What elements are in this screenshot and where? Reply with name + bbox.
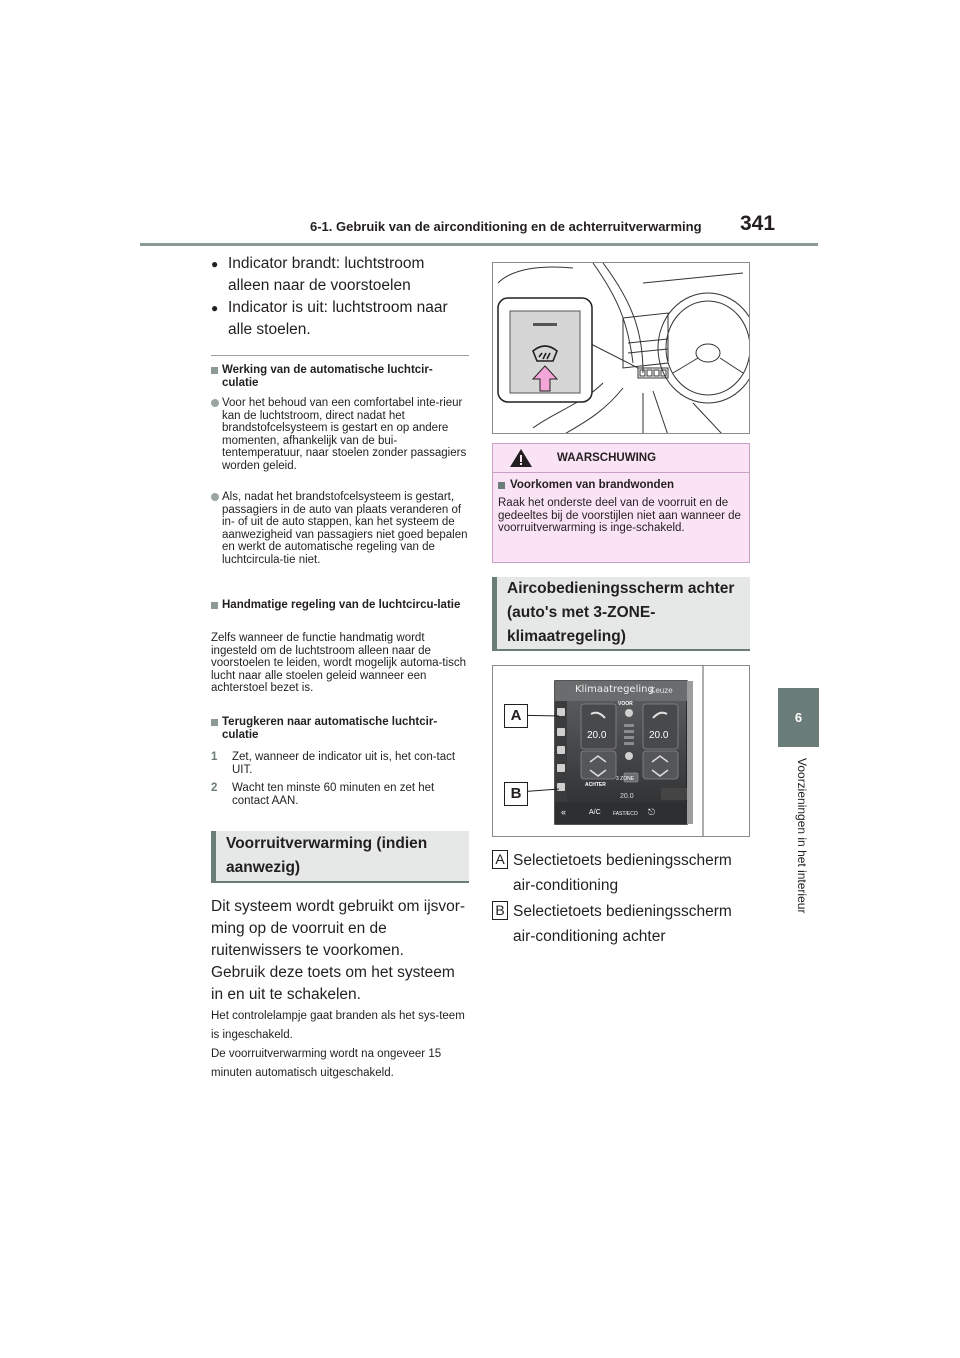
chapter-title: Voorzieningen in het interieur bbox=[795, 758, 809, 914]
temp-right-value[interactable]: 20.0 bbox=[649, 730, 669, 741]
screen-menu-button[interactable]: Keuze bbox=[650, 686, 673, 695]
legend-item-b bbox=[492, 899, 750, 949]
bullet-indicator-on: ● Indicator brandt: luchtstroom alleen naar de voorstoelen bbox=[211, 253, 469, 297]
callout-b: B bbox=[504, 782, 528, 806]
windshield-note-2: De voorruitverwarming wordt na ongeveer 15 minuten automatisch uitgeschakeld. bbox=[211, 1048, 442, 1079]
warning-title: WAARSCHUWING bbox=[557, 452, 657, 464]
legend-key: A bbox=[492, 850, 508, 869]
climate-screen-figure bbox=[492, 665, 750, 837]
step-number: 2 bbox=[211, 782, 218, 794]
chapter-tab: 6 bbox=[778, 688, 819, 747]
dashboard-drawing bbox=[493, 263, 750, 434]
step-text: Zet, wanneer de indicator uit is, het con-tact UIT. bbox=[232, 751, 456, 776]
car-icon[interactable]: ⎋ bbox=[648, 807, 656, 817]
rear-zone-label: ACHTER bbox=[585, 782, 606, 788]
return-auto-heading: Terugkeren naar automatische luchtcir-culatie bbox=[211, 716, 469, 742]
screen-title: Klimaatregeling bbox=[575, 684, 654, 695]
warning-subheading: Voorkomen van brandwonden bbox=[498, 479, 674, 491]
callout-a: A bbox=[504, 704, 528, 728]
step-1 bbox=[211, 751, 469, 776]
dashboard-illustration bbox=[492, 262, 750, 434]
bullet-indicator-off: ● Indicator is uit: luchtstroom naar alle stoelen. bbox=[211, 297, 469, 341]
section-rear-climate-screen: Aircobedieningsscherm achter (auto's met 3-ZONE-klimaatregeling) bbox=[492, 577, 750, 649]
auto-circulation-heading: Werking van de automatische luchtcir-culatie bbox=[211, 364, 469, 390]
windshield-body-2: Gebruik deze toets om het systeem in en uit te schakelen. bbox=[211, 964, 455, 1003]
step-number: 1 bbox=[211, 751, 218, 763]
windshield-body-1: Dit systeem wordt gebruikt om ijsvor-ming op de voorruit en de ruitenwissers te voorkomen. bbox=[211, 898, 466, 959]
three-zone-button[interactable]: 3 ZONE bbox=[616, 776, 635, 782]
ac-button[interactable]: A/C bbox=[589, 809, 601, 816]
warning-box bbox=[492, 443, 750, 563]
temp-rear-value[interactable]: 20.0 bbox=[620, 793, 634, 800]
warning-header bbox=[493, 444, 749, 473]
auto-point-1: Voor het behoud van een comfortabel inte-rieur kan de luchtstroom, direct nadat het brandstofcelsysteem is gestart en op andere momenten, afhankelijk van de bui-tentemperatuur, naar stoelen zonder passagiers worden geleid. bbox=[211, 397, 469, 472]
legend-text: Selectietoets bedieningsscherm air-conditioning achter bbox=[513, 903, 732, 945]
auto-point-2: Als, nadat het brandstofcelsysteem is gestart, passagiers in de auto van plaats veranderen of in- of uit de auto stappen, kan het systeem de aanwezigheid van passagiers niet goed bepalen en werkt de automatische regeling van de luchtcircula-tie niet. bbox=[211, 491, 469, 566]
front-zone-label: VOOR bbox=[618, 701, 633, 707]
fast-eco-button[interactable]: FAST/ECO bbox=[613, 811, 638, 817]
section-windshield-heater: Voorruitverwarming (indien aanwezig) bbox=[211, 831, 469, 881]
legend-text: Selectietoets bedieningsscherm air-conditioning bbox=[513, 852, 732, 894]
page-number: 341 bbox=[740, 212, 776, 235]
legend-item-a bbox=[492, 848, 750, 898]
collapse-chevron-icon[interactable]: « bbox=[561, 807, 567, 817]
manual-circulation-heading: Handmatige regeling van de luchtcircu-latie bbox=[211, 599, 469, 612]
step-2 bbox=[211, 782, 469, 807]
legend-key: B bbox=[492, 901, 508, 920]
warning-text: Raak het onderste deel van de voorruit en de gedeeltes bij de voorstijlen niet aan wanneer de voorruitverwarming is inge-schakeld. bbox=[498, 497, 741, 534]
temp-left-value[interactable]: 20.0 bbox=[587, 730, 607, 741]
running-header: 6-1. Gebruik van de airconditioning en de achterruitverwarming bbox=[310, 219, 702, 234]
divider bbox=[211, 355, 469, 356]
windshield-note-1: Het controlelampje gaat branden als het sys-teem is ingeschakeld. bbox=[211, 1010, 465, 1041]
step-text: Wacht ten minste 60 minuten en zet het contact AAN. bbox=[232, 782, 435, 807]
manual-circulation-text: Zelfs wanneer de functie handmatig wordt ingesteld om de luchtstroom alleen naar de voorstoelen te leiden, wordt mogelijk automa-tisch lucht naar alle stoelen geleid wanneer een achterstoel bezet is. bbox=[211, 632, 467, 694]
warning-triangle-icon bbox=[509, 448, 533, 468]
header-rule bbox=[140, 243, 818, 246]
